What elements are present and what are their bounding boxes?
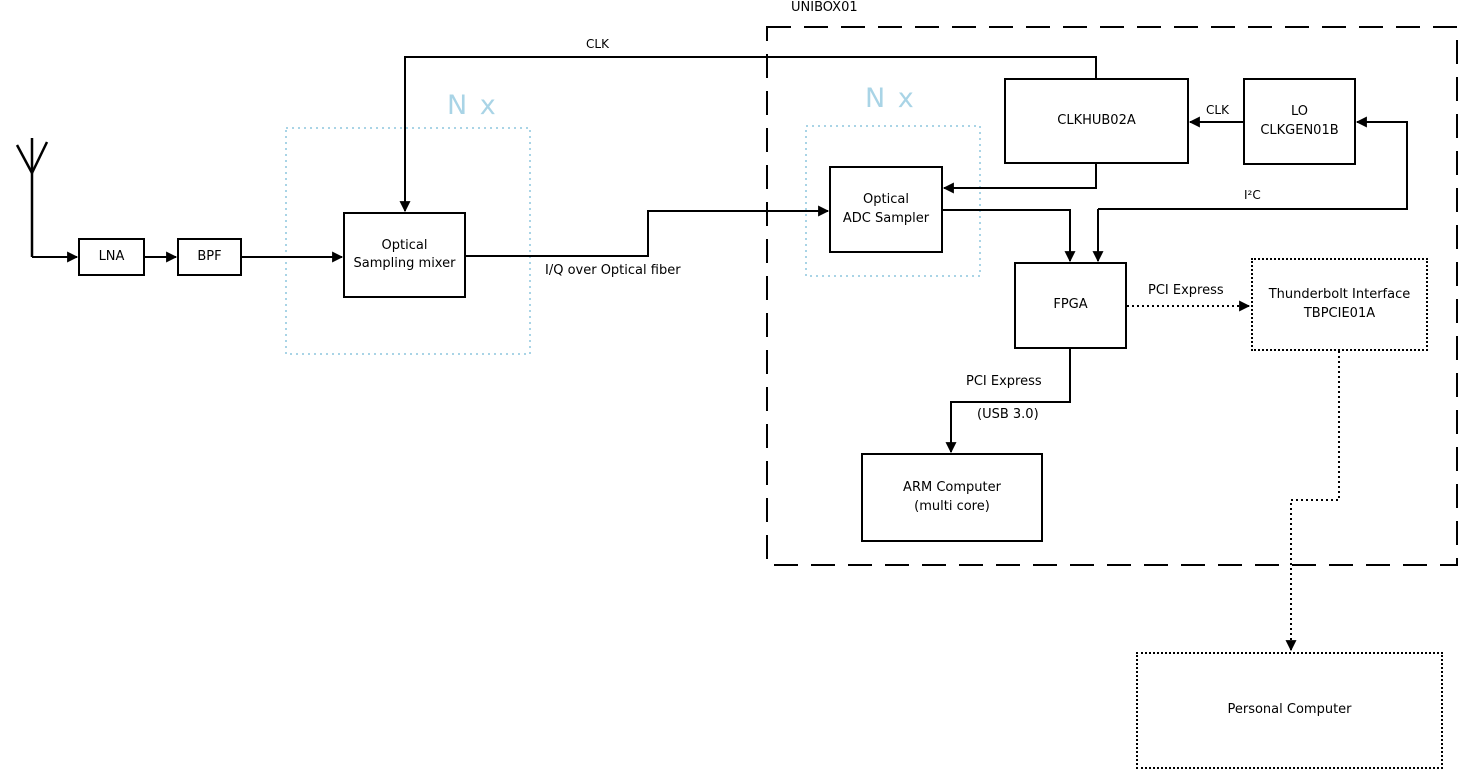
mixer-array-count-label: N x: [447, 90, 498, 121]
node-arm-computer: ARM Computer (multi core): [861, 453, 1043, 542]
node-optical-adc-sampler: Optical ADC Sampler: [829, 166, 943, 253]
node-lo-clkgen01b: LO CLKGEN01B: [1243, 78, 1356, 165]
usb-label: (USB 3.0): [977, 407, 1039, 422]
iq-over-optical-fiber-label: I/Q over Optical fiber: [545, 263, 681, 278]
node-personal-computer: Personal Computer: [1136, 652, 1443, 769]
edge-mixer-to-adc-iq: [466, 211, 828, 256]
node-fpga: FPGA: [1014, 262, 1127, 349]
edge-hub-to-adc-clk: [944, 164, 1096, 188]
clk-top-label: CLK: [586, 37, 609, 51]
node-clkhub02a: CLKHUB02A: [1004, 78, 1189, 164]
pci-express-arm-label: PCI Express: [966, 374, 1042, 389]
clk-lo-to-hub-label: CLK: [1206, 103, 1229, 117]
edge-adc-to-fpga: [943, 210, 1070, 261]
node-bpf: BPF: [177, 238, 242, 276]
node-optical-sampling-mixer: Optical Sampling mixer: [343, 212, 466, 298]
node-thunderbolt-interface: Thunderbolt Interface TBPCIE01A: [1251, 258, 1428, 351]
antenna-icon: [17, 138, 47, 257]
edge-fpga-to-arm: [951, 349, 1070, 452]
unibox01-label: UNIBOX01: [791, 0, 858, 15]
adc-array-count-label: N x: [865, 83, 916, 114]
pci-express-thunderbolt-label: PCI Express: [1148, 283, 1224, 298]
i2c-label: I²C: [1244, 188, 1261, 202]
edge-thunderbolt-to-pc: [1291, 351, 1339, 650]
node-lna: LNA: [78, 238, 145, 276]
